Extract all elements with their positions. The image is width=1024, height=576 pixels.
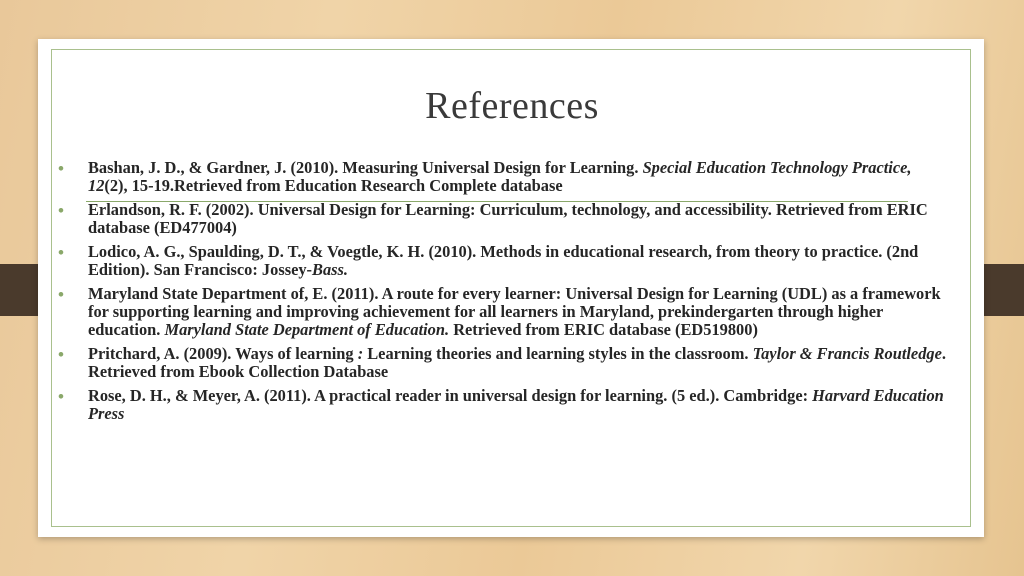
reference-publisher: Taylor & Francis Routledge <box>752 344 942 363</box>
reference-text: Pritchard, A. (2009). Ways of learning <box>88 344 358 363</box>
reference-list <box>58 159 948 429</box>
reference-journal: Special Education Technology Practice, 12 <box>88 158 912 195</box>
left-decorative-tab <box>0 264 38 316</box>
reference-text: Erlandson, R. F. (2002). Universal Design for Learning: Curriculum, technology, and accessibility. Retrieved from ERIC database (ED477004) <box>88 200 928 237</box>
bullet-icon: • <box>58 345 64 364</box>
reference-text: Bashan, J. D., & Gardner, J. (2010). Measuring Universal Design for Learning. <box>88 158 643 177</box>
reference-text: Maryland State Department of, E. (2011). A route for every learner: Universal Design for Learning (UDL) as a framework for supporting learning and improving achievement for all learners in Maryland, prekindergarten through higher education. <box>88 284 941 339</box>
bullet-icon: • <box>58 243 64 262</box>
bullet-icon: • <box>58 159 64 178</box>
reference-text: Retrieved from ERIC database (ED519800) <box>449 320 758 339</box>
bullet-icon: • <box>58 285 64 304</box>
reference-text: (2), 15-19.Retrieved from Education Research Complete database <box>104 176 563 195</box>
reference-colon: : <box>357 344 364 363</box>
reference-item <box>58 345 948 381</box>
reference-item <box>58 159 948 195</box>
reference-text: Learning theories and learning styles in the classroom. <box>363 344 753 363</box>
reference-item <box>58 201 948 237</box>
reference-text: . Retrieved from Ebook Collection Database <box>88 344 946 381</box>
reference-item <box>58 243 948 279</box>
reference-item <box>58 285 948 339</box>
reference-publisher: Harvard Education Press <box>88 386 944 423</box>
reference-publisher: Bass. <box>312 260 348 279</box>
bullet-icon: • <box>58 387 64 406</box>
reference-publisher: Maryland State Department of Education. <box>164 320 450 339</box>
reference-item <box>58 387 948 423</box>
bullet-icon: • <box>58 201 64 220</box>
reference-text: Lodico, A. G., Spaulding, D. T., & Voegtle, K. H. (2010). Methods in educational research, from theory to practice. (2nd Edition). San Francisco: Jossey- <box>88 242 919 279</box>
reference-text: Rose, D. H., & Meyer, A. (2011). A practical reader in universal design for learning. (5 ed.). Cambridge: <box>88 386 813 405</box>
slide-title: References <box>425 85 599 127</box>
